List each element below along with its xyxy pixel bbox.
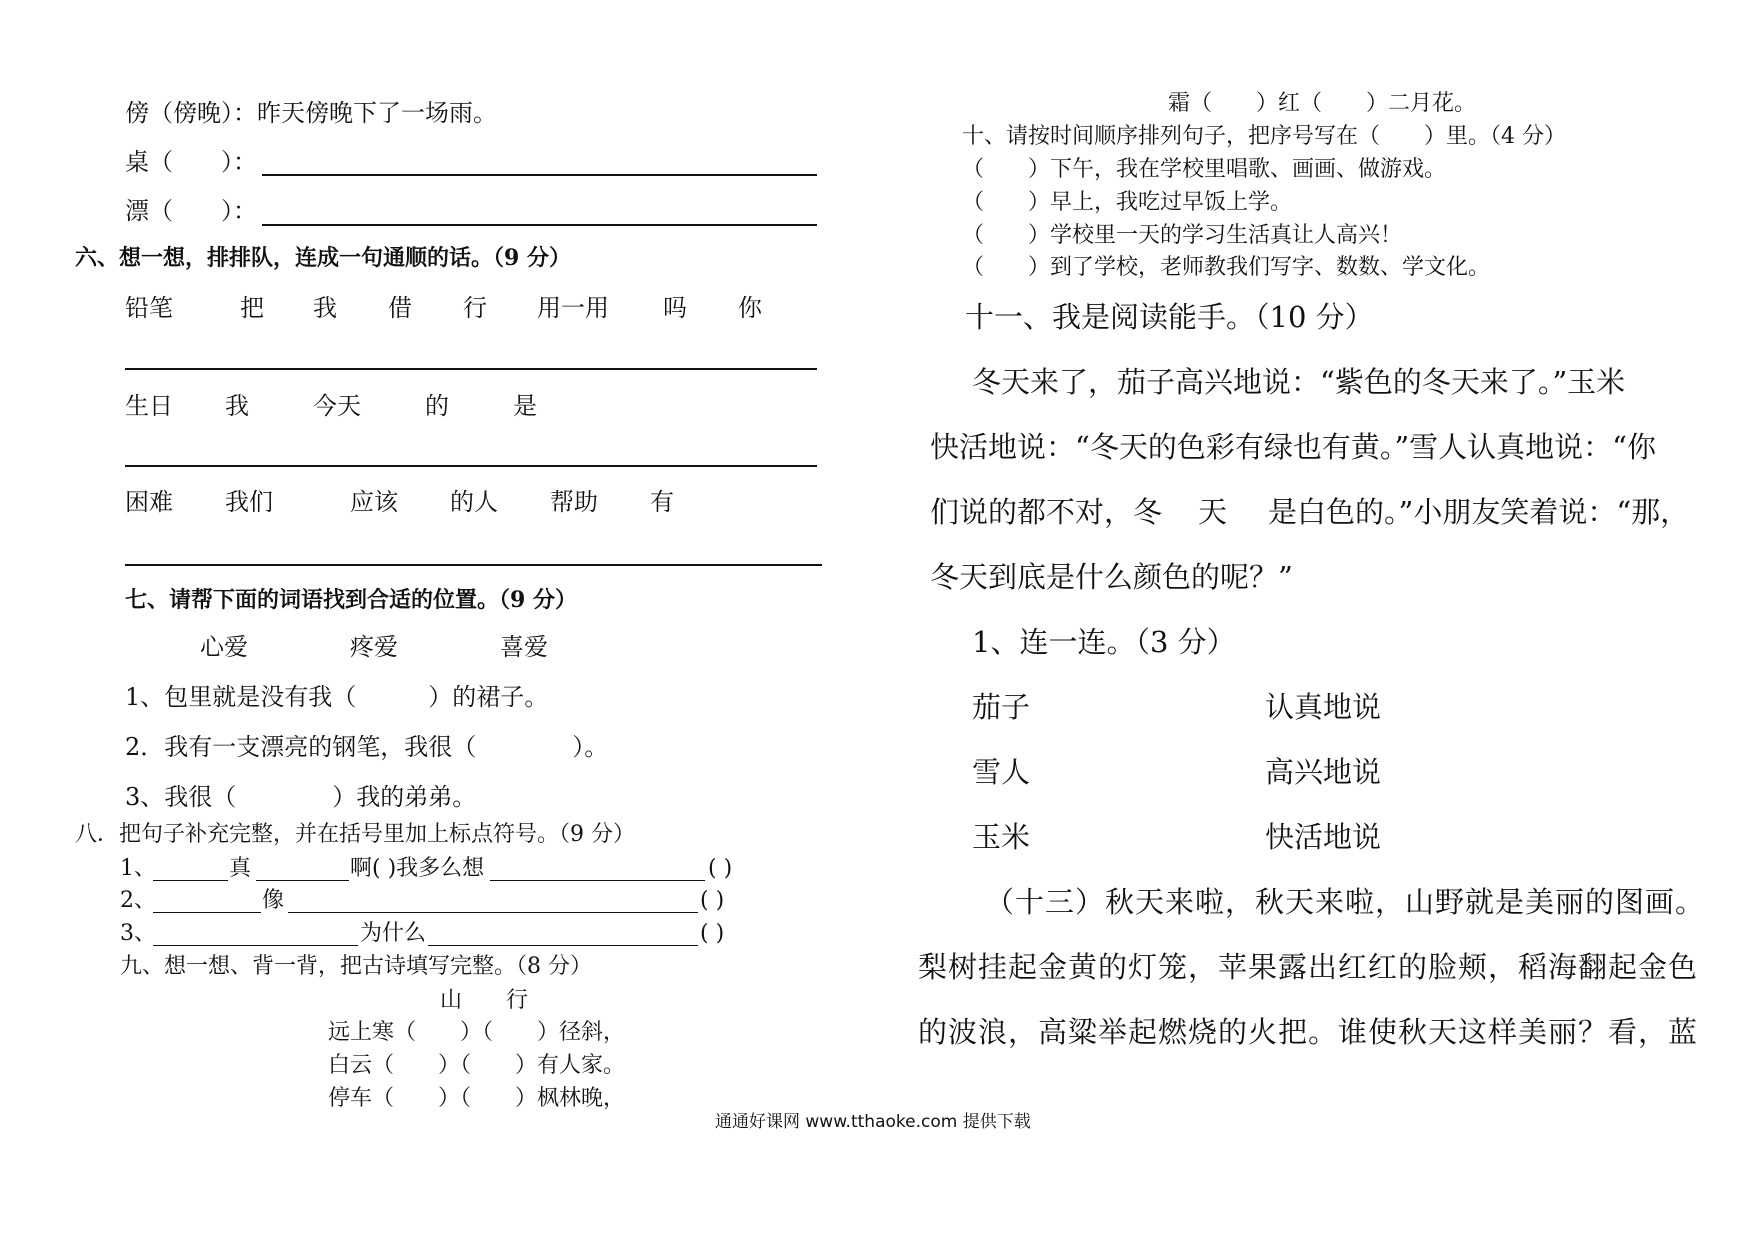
reading-passage-line: 冬天来了，茄子高兴地说：“紫色的冬天来了。”玉米	[972, 365, 1626, 399]
match-right-item[interactable]: 高兴地说	[1265, 755, 1382, 789]
s6-word: 是	[513, 392, 537, 420]
passage-fragment: 是白色的。”小朋友笑着说：“那，	[1268, 495, 1690, 529]
autumn-passage-line: 的波浪，高粱举起燃烧的火把。谁使秋天这样美丽？看，蓝	[918, 1015, 1699, 1049]
s8-blank[interactable]	[490, 880, 705, 881]
poem-line-3: 停车（ ）（ ）枫林晚，	[328, 1086, 626, 1111]
s6-word: 困难	[125, 488, 173, 516]
s6-word: 的人	[450, 488, 498, 516]
s7-question-2: 2．我有一支漂亮的钢笔，我很（ ）。	[125, 733, 609, 761]
s8-blank[interactable]	[288, 912, 698, 913]
s6-row1-answer-line[interactable]	[125, 368, 817, 370]
s6-word: 用一用	[537, 294, 609, 322]
section-6-heading: 六、想一想，排排队，连成一句通顺的话。（9 分）	[75, 245, 571, 271]
match-left-item[interactable]: 玉米	[972, 820, 1031, 854]
footer-credit: 通通好课网 www.tthaoke.com 提供下载	[715, 1112, 1031, 1132]
s8-blank[interactable]	[153, 912, 261, 913]
s10-item: （ ）学校里一天的学习生活真让人高兴！	[962, 223, 1403, 248]
s8-blank[interactable]	[153, 945, 358, 946]
s7-question-3: 3、我很（ ）我的弟弟。	[125, 783, 477, 811]
s8-blank[interactable]	[428, 945, 698, 946]
s10-item: （ ）下午，我在学校里唱歌、画画、做游戏。	[962, 157, 1447, 182]
word-piao-answer-line[interactable]	[262, 224, 817, 226]
match-right-item[interactable]: 认真地说	[1265, 690, 1382, 724]
word-zhuo-answer-line[interactable]	[262, 174, 817, 176]
match-left-item[interactable]: 雪人	[972, 755, 1031, 789]
section-10-heading: 十、请按时间顺序排列句子，把序号写在（ ）里。（4 分）	[962, 124, 1566, 149]
poem-line-1: 远上寒（ ）（ ）径斜，	[328, 1020, 626, 1045]
reading-passage-line: 快活地说：“冬天的色彩有绿也有黄。”雪人认真地说：“你	[930, 430, 1656, 464]
s6-word: 你	[738, 294, 762, 322]
s6-word: 我们	[225, 488, 273, 516]
s10-item: （ ）早上，我吃过早饭上学。	[962, 190, 1293, 215]
passage-fragment: 天	[1198, 495, 1228, 529]
s6-word: 我	[225, 392, 249, 420]
s7-question-1: 1、包里就是没有我（ ）的裙子。	[125, 683, 549, 711]
s8-text: 为什么	[360, 921, 427, 946]
passage-fragment: 们说的都不对，冬	[930, 495, 1163, 529]
s8-blank[interactable]	[256, 880, 349, 881]
autumn-passage-line: 梨树挂起金黄的灯笼，苹果露出红红的脸颊，稻海翻起金色	[918, 950, 1699, 984]
s10-item: （ ）到了学校，老师教我们写字、数数、学文化。	[962, 255, 1491, 280]
s6-word: 的	[425, 392, 449, 420]
section-8-heading: 八．把句子补充完整，并在括号里加上标点符号。（9 分）	[75, 822, 635, 847]
s6-word: 行	[463, 294, 487, 322]
section-11-heading: 十一、我是阅读能手。（10 分）	[965, 300, 1374, 334]
s7-choice: 心爱	[200, 633, 248, 661]
word-zhuo-label: 桌（ ）：	[125, 148, 257, 176]
s6-word: 借	[388, 294, 412, 322]
s8-row-number: 3、	[120, 921, 156, 946]
poem-line-4: 霜（ ）红（ ）二月花。	[1168, 91, 1477, 116]
autumn-passage-line: （十三）秋天来啦，秋天来啦，山野就是美丽的图画。	[985, 885, 1706, 919]
poem-line-2: 白云（ ）（ ）有人家。	[328, 1053, 626, 1078]
s8-text: 像	[262, 888, 285, 913]
s8-punctuation-slot[interactable]: ( )	[708, 856, 733, 881]
s8-row-number: 2、	[120, 888, 156, 913]
s8-row-number: 1、	[120, 856, 156, 881]
s8-punctuation-slot[interactable]: ( )	[700, 921, 725, 946]
s8-text: 真	[229, 856, 252, 881]
word-piao-label: 漂（ ）：	[125, 197, 257, 225]
reading-passage-line: 冬天到底是什么颜色的呢？”	[930, 560, 1293, 594]
s6-word: 把	[240, 294, 264, 322]
s7-choice: 喜爱	[500, 633, 548, 661]
poem-title: 山 行	[440, 988, 529, 1013]
s6-word: 今天	[313, 392, 361, 420]
s11-question-1: 1、连一连。（3 分）	[972, 625, 1236, 659]
s6-word: 吗	[663, 294, 687, 322]
s6-row2-answer-line[interactable]	[125, 465, 817, 467]
s7-choice: 疼爱	[350, 633, 398, 661]
s6-word: 生日	[125, 392, 173, 420]
s6-word: 有	[650, 488, 674, 516]
section-7-heading: 七、请帮下面的词语找到合适的位置。（9 分）	[125, 587, 577, 613]
match-right-item[interactable]: 快活地说	[1265, 820, 1382, 854]
s6-word: 应该	[350, 488, 398, 516]
s6-word: 帮助	[550, 488, 598, 516]
section-9-heading: 九、想一想、背一背，把古诗填写完整。（8 分）	[120, 954, 592, 979]
word-example: 傍（傍晚）：昨天傍晚下了一场雨。	[125, 99, 497, 127]
s8-text: 啊( )我多么想	[350, 856, 485, 881]
s6-row3-answer-line[interactable]	[125, 564, 822, 566]
s6-word: 我	[313, 294, 337, 322]
s8-punctuation-slot[interactable]: ( )	[700, 888, 725, 913]
s8-blank[interactable]	[153, 880, 228, 881]
match-left-item[interactable]: 茄子	[972, 690, 1031, 724]
s6-word: 铅笔	[125, 294, 173, 322]
